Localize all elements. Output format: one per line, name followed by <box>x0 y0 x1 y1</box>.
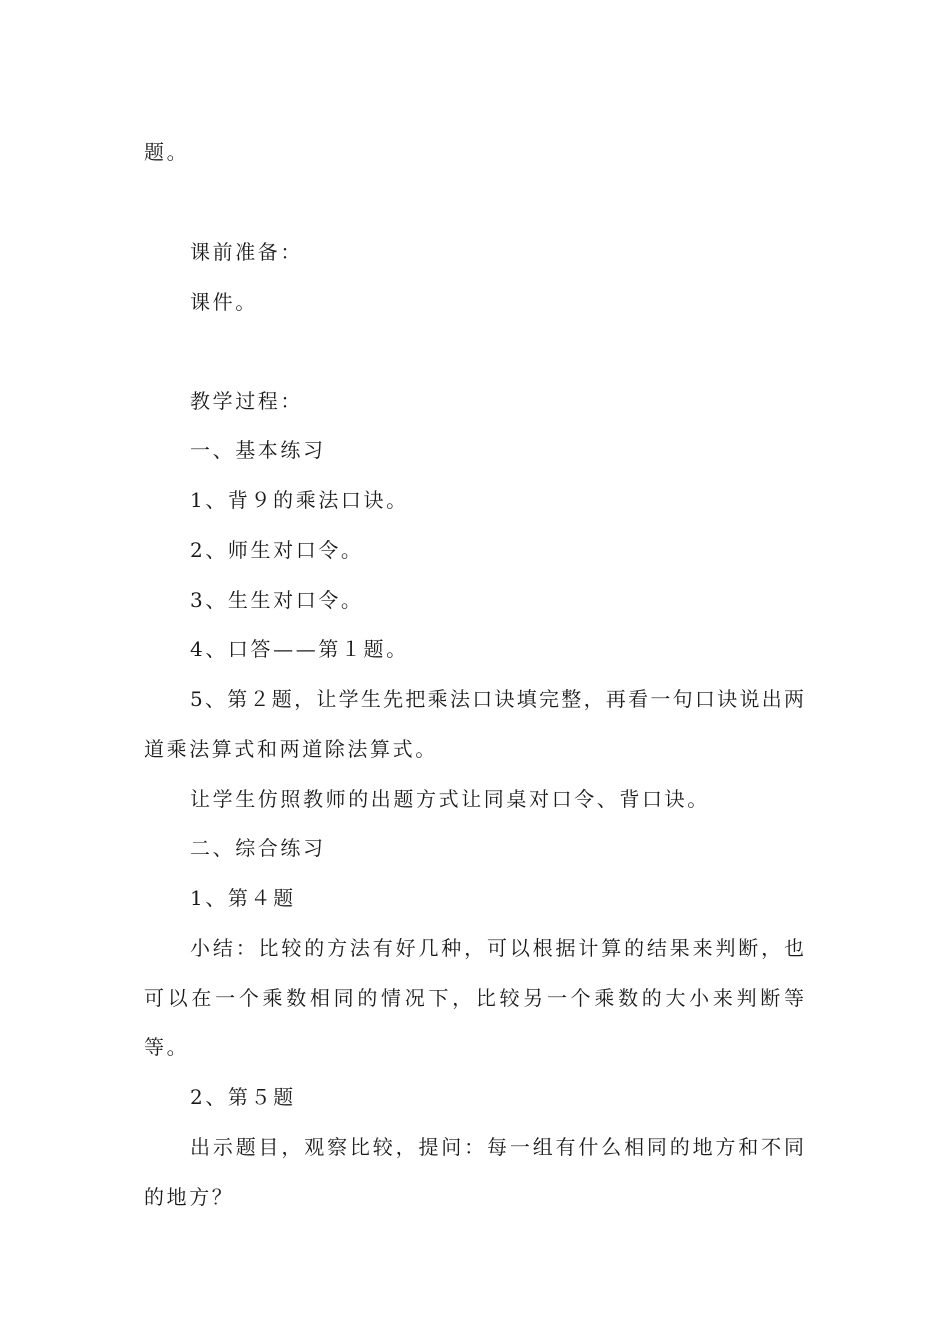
paragraph: 出示题目，观察比较，提问：每一组有什么相同的地方和不同 <box>190 1135 804 1159</box>
paragraph: 小结：比较的方法有好几种，可以根据计算的结果来判断，也 <box>190 936 804 960</box>
section-heading: 课前准备： <box>190 240 303 264</box>
text-line: 可以在一个乘数相同的情况下，比较另一个乘数的大小来判断等 <box>144 986 804 1010</box>
text-line: 的地方？ <box>144 1185 235 1209</box>
list-item: 2、第５题 <box>190 1085 296 1109</box>
list-item: 5、第２题，让学生先把乘法口诀填完整，再看一句口诀说出两 <box>190 687 804 711</box>
section-heading: 二、综合练习 <box>190 836 326 860</box>
list-item: 3、生生对口令。 <box>190 588 364 612</box>
list-item: 1、第４题 <box>190 886 296 910</box>
list-item: 1、背９的乘法口诀。 <box>190 488 409 512</box>
text-line: 课件。 <box>190 290 258 314</box>
list-item: 4、口答——第１题。 <box>190 637 409 661</box>
section-heading: 教学过程： <box>190 389 303 413</box>
paragraph: 让学生仿照教师的出题方式让同桌对口令、背口诀。 <box>190 787 710 811</box>
list-item: 2、师生对口令。 <box>190 538 364 562</box>
text-line: 题。 <box>144 140 190 164</box>
text-line: 道乘法算式和两道除法算式。 <box>144 737 438 761</box>
text-line: 等。 <box>144 1035 190 1059</box>
section-heading: 一、基本练习 <box>190 438 326 462</box>
